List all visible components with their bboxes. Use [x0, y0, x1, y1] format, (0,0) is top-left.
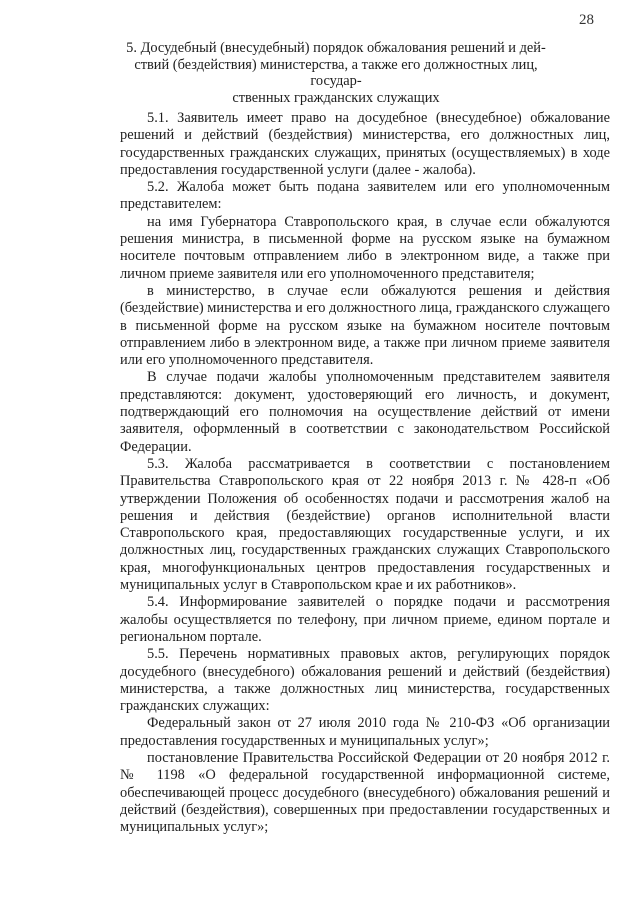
- page-number: 28: [579, 12, 594, 28]
- paragraph-5-2: 5.2. Жалоба может быть подана заявителем или его уполномоченным представителем:: [120, 179, 610, 213]
- paragraph-representative: В случае подачи жалобы уполномоченным представителем заявителя представляются: документ, удостоверяющий его личность, и документ, подтверждающий его полномочия на осуществление действий от имени заявителя, оформленный в соответствии с законодательством Российской Федерации.: [120, 369, 610, 455]
- paragraph-resolution-1198: постановление Правительства Российской Федерации от 20 ноября 2012 г. № 1198 «О федеральной государственной информационной системе, обеспечивающей процесс досудебного (внесудебного) обжалования решений и действий (бездействия), совершенных при предоставлении государственных и муниципальных услуг»;: [120, 749, 610, 836]
- paragraph-5-5: 5.5. Перечень нормативных правовых актов, регулирующих порядок досудебного (внесудебного) обжалования решений и действий (бездействия) министерства, а также должностных лиц министерства, государственных гражданских служащих:: [120, 646, 610, 715]
- body-text: [120, 110, 610, 836]
- paragraph-federal-law: Федеральный закон от 27 июля 2010 года № 210-ФЗ «Об организации предоставления государственных и муниципальных услуг»;: [120, 715, 610, 749]
- paragraph-5-4: 5.4. Информирование заявителей о порядке подачи и рассмотрения жалобы осуществляется по телефону, при личном приеме, едином портале и региональном портале.: [120, 594, 610, 645]
- paragraph-governor: на имя Губернатора Ставропольского края, в случае если обжалуются решения министра, в письменной форме на русском языке на бумажном носителе почтовым отправлением либо в электронном виде, а также при личном приеме заявителя или его уполномоченного представителя;: [120, 213, 610, 282]
- paragraph-ministry: в министерство, в случае если обжалуются решения и действия (бездействие) министерства и его должностного лица, гражданского служащего в письменной форме на русском языке на бумажном носителе почтовым отправлением либо в электронном виде, а также при личном приеме заявителя или его уполномоченного представителя.: [120, 282, 610, 369]
- paragraph-5-1: 5.1. Заявитель имеет право на досудебное (внесудебное) обжалование решений и действий (бездействия) министерства, его должностных лиц, государственных гражданских служащих, принятых (осуществляемых) в ходе предоставления государственной услуги (далее - жалоба).: [120, 110, 610, 178]
- section-title: 5. Досудебный (внесудебный) порядок обжалования решений и дей- ствий (бездействия) министерства, а также его должностных лиц, государ- ственных гражданских служащих: [126, 40, 546, 106]
- paragraph-5-3: 5.3. Жалоба рассматривается в соответствии с постановлением Правительства Ставропольского края от 22 ноября 2013 г. № 428-п «Об утверждении Положения об особенностях подачи и рассмотрения жалоб на решения и действия (бездействие) органов исполнительной власти Ставропольского края, предоставляющих государственные услуги, и их должностных лиц, государственных гражданских служащих Ставропольского края, многофункциональных центров предоставления государственных и муниципальных услуг в Ставропольском крае и их работников».: [120, 455, 610, 594]
